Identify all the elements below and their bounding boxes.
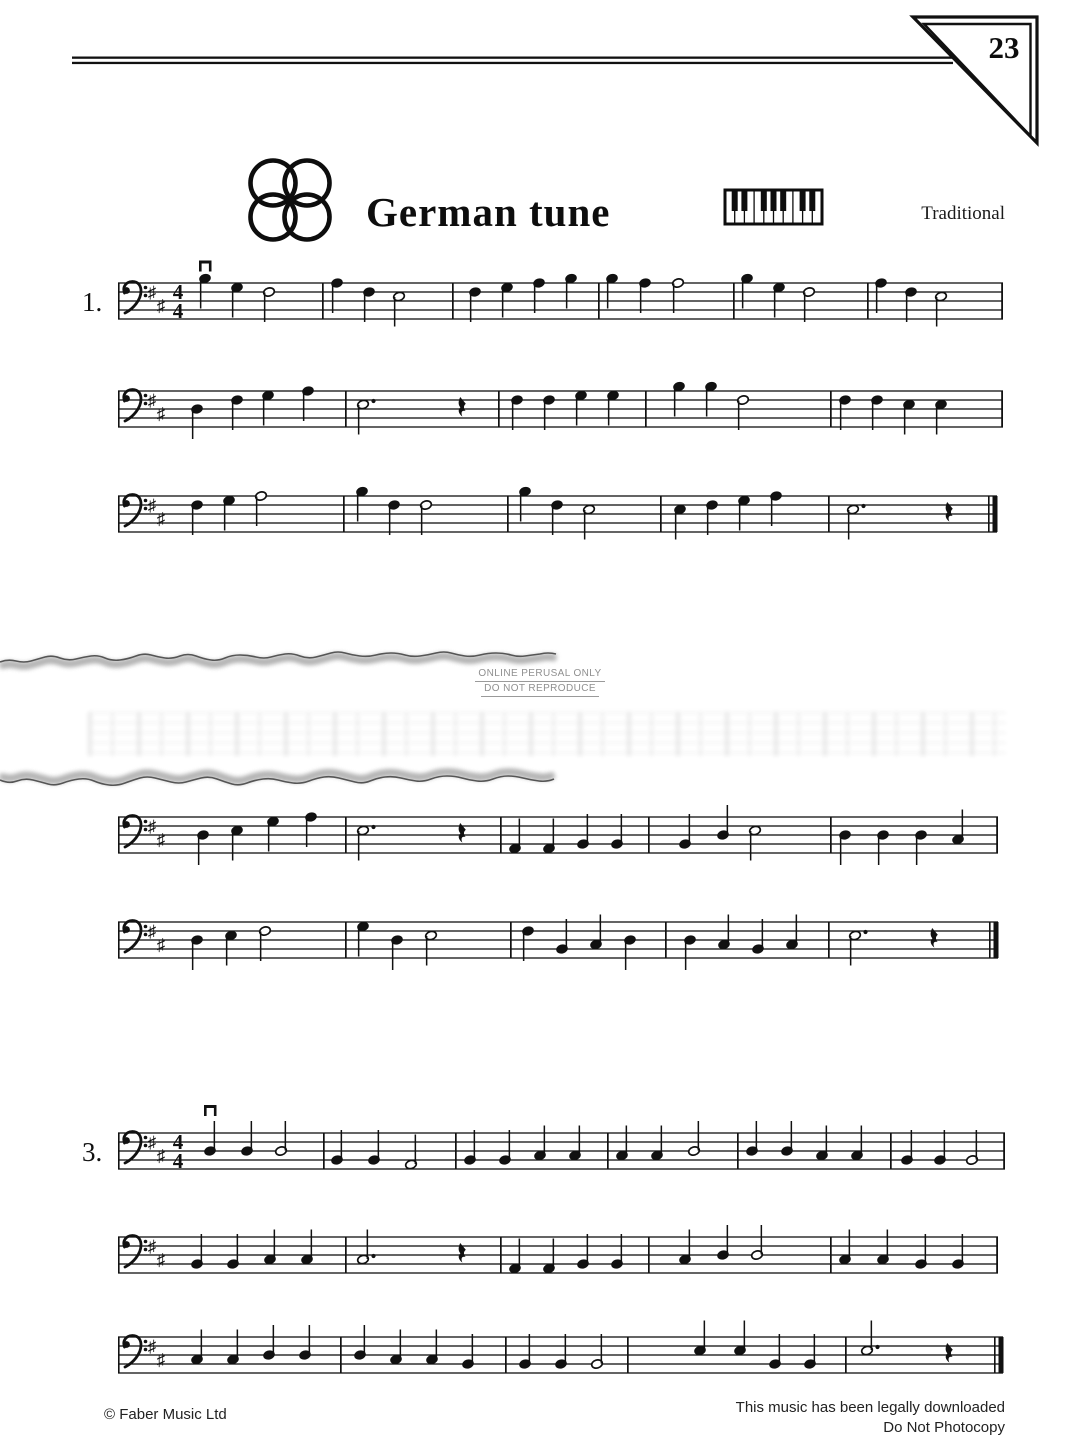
composer-credit: Traditional bbox=[921, 203, 1005, 224]
quarter-note bbox=[903, 399, 916, 434]
svg-text:♯: ♯ bbox=[156, 935, 166, 955]
svg-text:♯: ♯ bbox=[147, 817, 157, 836]
quarter-note bbox=[363, 287, 376, 322]
bass-clef-icon bbox=[123, 921, 147, 953]
end-barline bbox=[996, 1237, 998, 1273]
quarter-note bbox=[717, 805, 730, 840]
quarter-note bbox=[262, 390, 275, 425]
staff-line bbox=[118, 522, 997, 523]
download-notice-line-1: This music has been legally downloaded bbox=[735, 1399, 1005, 1416]
quarter-note bbox=[839, 395, 852, 430]
staff-line bbox=[118, 399, 1003, 400]
quarter-note bbox=[769, 1334, 782, 1369]
quarter-note bbox=[462, 1334, 475, 1369]
barline bbox=[507, 496, 509, 532]
bass-clef-icon bbox=[123, 390, 147, 422]
dotted-half-note bbox=[847, 504, 866, 540]
end-barline bbox=[1003, 1133, 1005, 1169]
quarter-note bbox=[499, 1130, 512, 1165]
page-title: German tune bbox=[366, 189, 611, 235]
quarter-note bbox=[741, 273, 754, 308]
quarter-note bbox=[556, 919, 569, 954]
bass-clef-icon bbox=[123, 816, 147, 848]
svg-text:♯: ♯ bbox=[156, 1146, 166, 1166]
svg-text:♯: ♯ bbox=[147, 496, 157, 515]
quarter-note bbox=[301, 1230, 314, 1265]
staff-line bbox=[118, 957, 998, 958]
staff-start-barline bbox=[118, 922, 120, 958]
quarter-note bbox=[391, 935, 404, 970]
staff-line bbox=[118, 408, 1003, 409]
quarter-note bbox=[839, 830, 852, 865]
half-note bbox=[935, 291, 948, 326]
quarter-note bbox=[501, 282, 514, 317]
quarter-note bbox=[223, 495, 236, 530]
staff-line bbox=[118, 495, 997, 496]
time-signature bbox=[173, 1130, 184, 1173]
half-note bbox=[751, 1225, 764, 1260]
quarter-note bbox=[607, 390, 620, 425]
quarter-note bbox=[952, 1234, 965, 1269]
bass-clef-icon bbox=[123, 495, 147, 527]
staff-start-barline bbox=[118, 1237, 120, 1273]
exercise-label: 1. bbox=[82, 287, 103, 317]
svg-text:♯: ♯ bbox=[147, 1133, 157, 1152]
staff-5 bbox=[118, 915, 999, 971]
barline bbox=[452, 283, 454, 319]
barline bbox=[828, 496, 830, 532]
quarter-note bbox=[734, 1321, 747, 1356]
staff-line bbox=[118, 300, 1003, 301]
bass-clef-icon bbox=[123, 1236, 147, 1268]
staff-4 bbox=[118, 805, 998, 865]
quarter-note bbox=[522, 926, 535, 961]
svg-text:♯: ♯ bbox=[156, 1250, 166, 1270]
staff-line bbox=[118, 426, 1003, 427]
barline bbox=[455, 1133, 457, 1169]
staff-line bbox=[118, 834, 998, 835]
staff-line bbox=[118, 390, 1003, 391]
barline bbox=[660, 496, 662, 532]
barline bbox=[733, 283, 735, 319]
quarter-note bbox=[263, 1325, 276, 1360]
barline bbox=[500, 1237, 502, 1273]
end-barline bbox=[1001, 283, 1003, 319]
quarter-note bbox=[356, 486, 369, 521]
quarter-note bbox=[877, 1230, 890, 1265]
dotted-half-note bbox=[357, 1230, 376, 1265]
dotted-half-note bbox=[357, 399, 376, 435]
quarter-note bbox=[555, 1334, 568, 1369]
quarter-note bbox=[639, 278, 652, 313]
quarter-note bbox=[191, 1234, 204, 1269]
quarter-note bbox=[786, 915, 799, 950]
quarter-note bbox=[871, 395, 884, 430]
staff-line bbox=[118, 852, 998, 853]
quarter-note bbox=[804, 1334, 817, 1369]
barline bbox=[343, 496, 345, 532]
down-bow-icon bbox=[199, 261, 212, 272]
quarter-note bbox=[227, 1330, 240, 1365]
quarter-note bbox=[197, 830, 210, 865]
staff-line bbox=[118, 318, 1003, 319]
quarter-note bbox=[543, 819, 556, 854]
quarter-note bbox=[354, 1325, 367, 1360]
quarter-note bbox=[191, 404, 204, 439]
quarter-note bbox=[565, 273, 578, 308]
quarter-note bbox=[331, 278, 344, 313]
barline bbox=[323, 1133, 325, 1169]
barline bbox=[828, 922, 830, 958]
quarter-note bbox=[905, 287, 918, 322]
staff-line bbox=[118, 309, 1003, 310]
staff-line bbox=[118, 843, 998, 844]
quarter-note bbox=[770, 491, 783, 526]
half-note bbox=[275, 1121, 288, 1156]
page-number: 23 bbox=[988, 30, 1020, 65]
quarter-note bbox=[390, 1330, 403, 1365]
svg-text:♯: ♯ bbox=[156, 1350, 166, 1370]
barline bbox=[345, 1237, 347, 1273]
svg-text:♯: ♯ bbox=[147, 391, 157, 410]
quarter-note bbox=[606, 273, 619, 308]
barline bbox=[345, 817, 347, 853]
quarter-note bbox=[388, 500, 401, 535]
barline bbox=[890, 1133, 892, 1169]
quarter-note bbox=[694, 1321, 707, 1356]
barline bbox=[345, 922, 347, 958]
quarter-note bbox=[231, 825, 244, 860]
staff-6 bbox=[82, 1105, 1005, 1173]
watermark-line-2: DO NOT REPRODUCE bbox=[481, 682, 599, 697]
quarter-note bbox=[264, 1230, 277, 1265]
final-barline-thick bbox=[999, 1337, 1004, 1373]
svg-text:♯: ♯ bbox=[156, 404, 166, 424]
quarter-note bbox=[773, 282, 786, 317]
quarter-note bbox=[611, 1234, 624, 1269]
quarter-note bbox=[590, 915, 603, 950]
staff-line bbox=[118, 1372, 1003, 1373]
barline bbox=[867, 283, 869, 319]
half-note bbox=[688, 1121, 701, 1156]
staff-start-barline bbox=[118, 391, 120, 427]
bass-clef-icon bbox=[123, 1132, 147, 1164]
svg-text:4: 4 bbox=[172, 1149, 184, 1173]
staff-1 bbox=[82, 261, 1003, 327]
quarter-note bbox=[267, 816, 280, 851]
staff-line bbox=[118, 1254, 998, 1255]
final-barline-thick bbox=[994, 922, 999, 958]
barline bbox=[607, 1133, 609, 1169]
quarter-note bbox=[839, 1230, 852, 1265]
quarter-note bbox=[305, 812, 318, 847]
quarter-note bbox=[781, 1121, 794, 1156]
barline bbox=[645, 391, 647, 427]
quarter-note bbox=[302, 386, 315, 421]
staff-line bbox=[118, 939, 998, 940]
quarter-note bbox=[624, 935, 637, 970]
quarter-note bbox=[511, 395, 524, 430]
quarter-note bbox=[616, 1126, 629, 1161]
final-barline-thin bbox=[989, 922, 991, 958]
barline bbox=[737, 1133, 739, 1169]
download-notice bbox=[600, 1398, 1005, 1438]
quarter-note bbox=[204, 1105, 217, 1156]
staff-start-barline bbox=[118, 1133, 120, 1169]
exercise-label: 3. bbox=[82, 1137, 103, 1167]
svg-text:♯: ♯ bbox=[156, 296, 166, 316]
quarter-note bbox=[469, 287, 482, 322]
barline bbox=[505, 1337, 507, 1373]
quarter-note bbox=[231, 395, 244, 430]
quarter-note bbox=[816, 1126, 829, 1161]
quarter-note bbox=[877, 830, 890, 865]
half-note bbox=[255, 491, 268, 526]
barline bbox=[830, 817, 832, 853]
quarter-note bbox=[673, 381, 686, 416]
staff-7 bbox=[118, 1225, 998, 1274]
half-note bbox=[672, 278, 685, 313]
half-note bbox=[583, 504, 596, 539]
svg-text:4: 4 bbox=[172, 280, 184, 304]
final-barline-thin bbox=[994, 1337, 996, 1373]
svg-text:4: 4 bbox=[172, 299, 184, 323]
quarter-note bbox=[915, 830, 928, 865]
quarter-note bbox=[674, 504, 687, 539]
quarter-note bbox=[357, 921, 370, 956]
staff-line bbox=[118, 1336, 1003, 1337]
half-note bbox=[591, 1334, 604, 1369]
svg-text:♯: ♯ bbox=[147, 1337, 157, 1356]
download-notice-line-2: Do Not Photocopy bbox=[883, 1419, 1005, 1436]
staff-line bbox=[118, 816, 998, 817]
quarter-note bbox=[875, 278, 888, 313]
barline bbox=[500, 817, 502, 853]
svg-text:♯: ♯ bbox=[147, 283, 157, 302]
staff-line bbox=[118, 825, 998, 826]
quarter-note bbox=[952, 810, 965, 845]
down-bow-icon bbox=[204, 1105, 217, 1116]
staff-line bbox=[118, 531, 997, 532]
quarter-note bbox=[191, 1330, 204, 1365]
barline bbox=[830, 391, 832, 427]
quarter-note bbox=[575, 390, 588, 425]
half-note bbox=[405, 1135, 418, 1170]
half-note bbox=[749, 825, 762, 860]
staff-line bbox=[118, 1272, 998, 1273]
quarter-note bbox=[752, 919, 765, 954]
staff-line bbox=[118, 1159, 1005, 1160]
quarter-note bbox=[684, 935, 697, 970]
half-note bbox=[425, 930, 438, 965]
quarter-note bbox=[464, 1130, 477, 1165]
half-note bbox=[803, 287, 816, 322]
barline bbox=[322, 283, 324, 319]
quarter-note bbox=[679, 1230, 692, 1265]
staff-line bbox=[118, 282, 1003, 283]
watermark-line-1: ONLINE PERUSAL ONLY bbox=[475, 667, 604, 682]
barline bbox=[665, 922, 667, 958]
quarter-note bbox=[706, 500, 719, 535]
quarter-note bbox=[227, 1234, 240, 1269]
quarter-note bbox=[368, 1130, 381, 1165]
tear-bottom-edge bbox=[0, 772, 554, 785]
perusal-watermark bbox=[438, 667, 642, 697]
quarter-note bbox=[225, 930, 238, 965]
svg-text:4: 4 bbox=[172, 1130, 184, 1154]
svg-text:♯: ♯ bbox=[156, 830, 166, 850]
quarter-note bbox=[331, 1130, 344, 1165]
barline bbox=[830, 1237, 832, 1273]
quarter-note bbox=[738, 495, 751, 530]
staff-start-barline bbox=[118, 1337, 120, 1373]
quarter-note bbox=[534, 1126, 547, 1161]
quarter-note bbox=[577, 1234, 590, 1269]
quarter-note bbox=[191, 500, 204, 535]
quarter-note bbox=[717, 1225, 730, 1260]
quarter-note bbox=[191, 935, 204, 970]
staff-line bbox=[118, 1263, 998, 1264]
staff-line bbox=[118, 513, 997, 514]
staff-line bbox=[118, 1245, 998, 1246]
time-signature bbox=[173, 280, 184, 323]
half-note bbox=[420, 500, 433, 535]
svg-text:♯: ♯ bbox=[147, 922, 157, 941]
quarter-note bbox=[509, 1239, 522, 1274]
end-barline bbox=[1001, 391, 1003, 427]
staff-start-barline bbox=[118, 496, 120, 532]
quarter-note bbox=[851, 1126, 864, 1161]
barline bbox=[627, 1337, 629, 1373]
quarter-note bbox=[901, 1130, 914, 1165]
barline bbox=[345, 391, 347, 427]
quarter-note bbox=[519, 486, 532, 521]
half-note bbox=[737, 395, 750, 430]
staff-8 bbox=[118, 1321, 1004, 1374]
dotted-half-note bbox=[357, 825, 376, 861]
quarter-note bbox=[426, 1330, 439, 1365]
quarter-note bbox=[569, 1126, 582, 1161]
quarter-note bbox=[705, 381, 718, 416]
quarter-note bbox=[551, 500, 564, 535]
svg-text:♯: ♯ bbox=[156, 509, 166, 529]
staff-3 bbox=[118, 486, 998, 539]
quarter-note bbox=[611, 814, 624, 849]
quarter-note bbox=[651, 1126, 664, 1161]
dotted-half-note bbox=[849, 930, 868, 966]
dotted-half-note bbox=[861, 1321, 880, 1356]
staff-line bbox=[118, 417, 1003, 418]
quarter-note bbox=[718, 915, 731, 950]
quarter-note bbox=[935, 399, 948, 434]
barline bbox=[845, 1337, 847, 1373]
quarter-note bbox=[241, 1121, 254, 1156]
copyright-notice: © Faber Music Ltd bbox=[104, 1406, 227, 1423]
quarter-note bbox=[934, 1130, 947, 1165]
barline bbox=[648, 817, 650, 853]
final-barline-thick bbox=[993, 496, 998, 532]
quarter-note bbox=[299, 1325, 312, 1360]
barline bbox=[510, 922, 512, 958]
staff-line bbox=[118, 1354, 1003, 1355]
end-barline bbox=[996, 817, 998, 853]
quarter-note bbox=[577, 814, 590, 849]
staff-line bbox=[118, 1168, 1005, 1169]
quarter-note bbox=[533, 278, 546, 313]
tear-top-edge bbox=[0, 652, 556, 666]
quarter-note bbox=[679, 814, 692, 849]
quarter-note bbox=[543, 1239, 556, 1274]
ghost-music-blur bbox=[88, 712, 1006, 756]
staff-line bbox=[118, 291, 1003, 292]
svg-text:♯: ♯ bbox=[147, 1237, 157, 1256]
bass-clef-icon bbox=[123, 1336, 147, 1368]
quarter-note bbox=[231, 282, 244, 317]
half-note bbox=[263, 287, 276, 322]
barline bbox=[498, 391, 500, 427]
quarter-note bbox=[509, 819, 522, 854]
staff-2 bbox=[118, 381, 1003, 439]
half-note bbox=[393, 291, 406, 326]
staff-start-barline bbox=[118, 817, 120, 853]
quarter-note bbox=[543, 395, 556, 430]
staff-line bbox=[118, 1236, 998, 1237]
quarter-note bbox=[746, 1121, 759, 1156]
barline bbox=[598, 283, 600, 319]
half-note bbox=[259, 926, 272, 961]
bass-clef-icon bbox=[123, 282, 147, 314]
half-note bbox=[966, 1130, 979, 1165]
quarter-note bbox=[519, 1334, 532, 1369]
barline bbox=[340, 1337, 342, 1373]
barline bbox=[648, 1237, 650, 1273]
staff-start-barline bbox=[118, 283, 120, 319]
quarter-note bbox=[915, 1234, 928, 1269]
final-barline-thin bbox=[988, 496, 990, 532]
staff-line bbox=[118, 921, 998, 922]
